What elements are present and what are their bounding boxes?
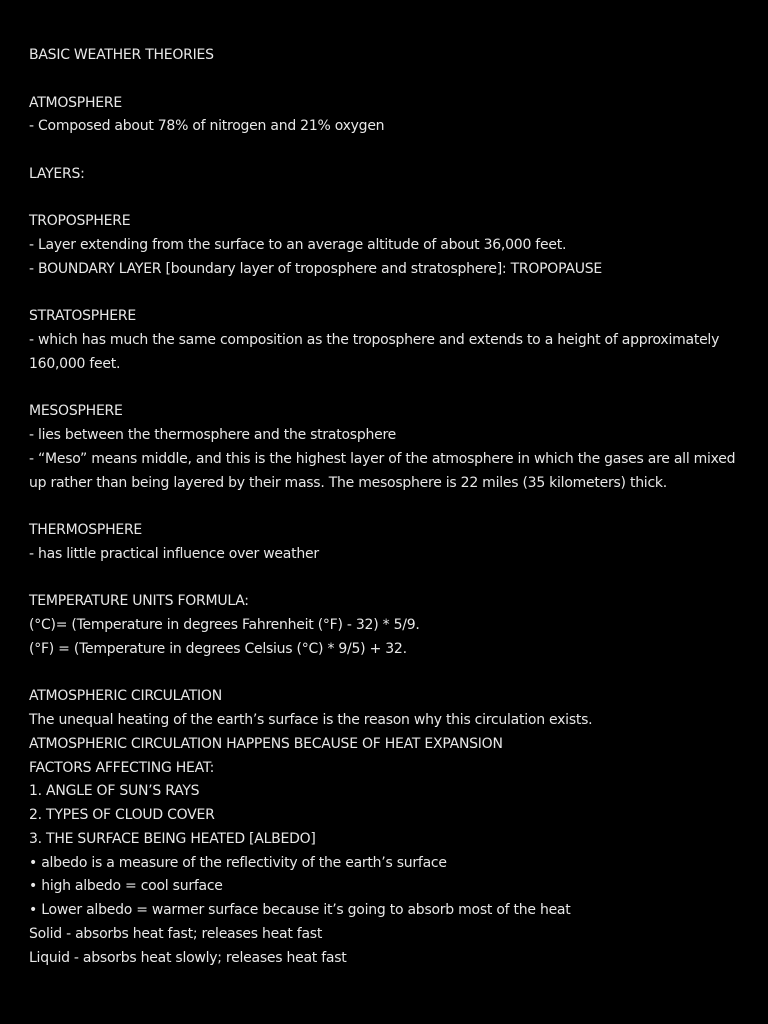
thermosphere-line: - has little practical influence over weather — [29, 545, 319, 562]
circulation-line: Solid - absorbs heat fast; releases heat fast — [29, 925, 323, 942]
circulation-line: FACTORS AFFECTING HEAT: — [29, 759, 215, 776]
blank-line — [29, 662, 754, 686]
temperature-formula: (°F) = (Temperature in degrees Celsius (°C) * 9/5) + 32. — [29, 640, 407, 657]
troposphere-line: - Layer extending from the surface to an average altitude of about 36,000 feet. — [29, 237, 567, 253]
circulation-line: 1. ANGLE OF SUN’S RAYS — [29, 783, 200, 800]
note-title: BASIC WEATHER THEORIES — [29, 47, 214, 63]
circulation-heading: ATMOSPHERIC CIRCULATION — [29, 688, 222, 705]
mesosphere-heading: MESOSPHERE — [29, 403, 123, 420]
blank-line — [29, 68, 754, 92]
troposphere-heading: TROPOSPHERE — [29, 213, 131, 230]
circulation-line: The unequal heating of the earth’s surface is the reason why this circulation exists. — [29, 712, 593, 728]
mesosphere-line: - lies between the thermosphere and the stratosphere — [29, 427, 397, 443]
circulation-line: 2. TYPES OF CLOUD COVER — [29, 807, 215, 823]
temperature-formula: (°C)= (Temperature in degrees Fahrenheit (°F) - 32) * 5/9. — [29, 617, 420, 633]
blank-line — [29, 282, 754, 306]
circulation-line: 3. THE SURFACE BEING HEATED [ALBEDO] — [29, 830, 316, 847]
thermosphere-heading: THERMOSPHERE — [29, 522, 143, 538]
mesosphere-line: - “Meso” means middle, and this is the highest layer of the atmosphere in which the gases are all mixed up rather than being layered by their mass. The mesosphere is 22 miles (35 kilometers) thick. — [29, 450, 736, 491]
blank-line — [29, 187, 754, 211]
temperature-heading: TEMPERATURE UNITS FORMULA: — [29, 593, 249, 610]
circulation-bullet: • Lower albedo = warmer surface because it’s going to absorb most of the heat — [29, 902, 571, 918]
stratosphere-line: - which has much the same composition as the troposphere and extends to a height of approximately 160,000 feet. — [29, 332, 720, 372]
circulation-bullet: • albedo is a measure of the reflectivity of the earth’s surface — [29, 854, 447, 871]
atmosphere-heading: ATMOSPHERE — [29, 94, 122, 111]
note-body[interactable] — [29, 44, 754, 970]
troposphere-line: - BOUNDARY LAYER [boundary layer of troposphere and stratosphere]: TROPOPAUSE — [29, 260, 602, 277]
blank-line — [29, 377, 754, 401]
blank-line — [29, 139, 754, 163]
atmosphere-line: - Composed about 78% of nitrogen and 21% oxygen — [29, 118, 385, 135]
stratosphere-heading: STRATOSPHERE — [29, 308, 136, 325]
blank-line — [29, 567, 754, 591]
blank-line — [29, 495, 754, 519]
layers-heading: LAYERS: — [29, 165, 85, 182]
circulation-bullet: • high albedo = cool surface — [29, 878, 223, 895]
circulation-line: ATMOSPHERIC CIRCULATION HAPPENS BECAUSE OF HEAT EXPANSION — [29, 735, 503, 752]
circulation-line: Liquid - absorbs heat slowly; releases heat fast — [29, 949, 347, 966]
